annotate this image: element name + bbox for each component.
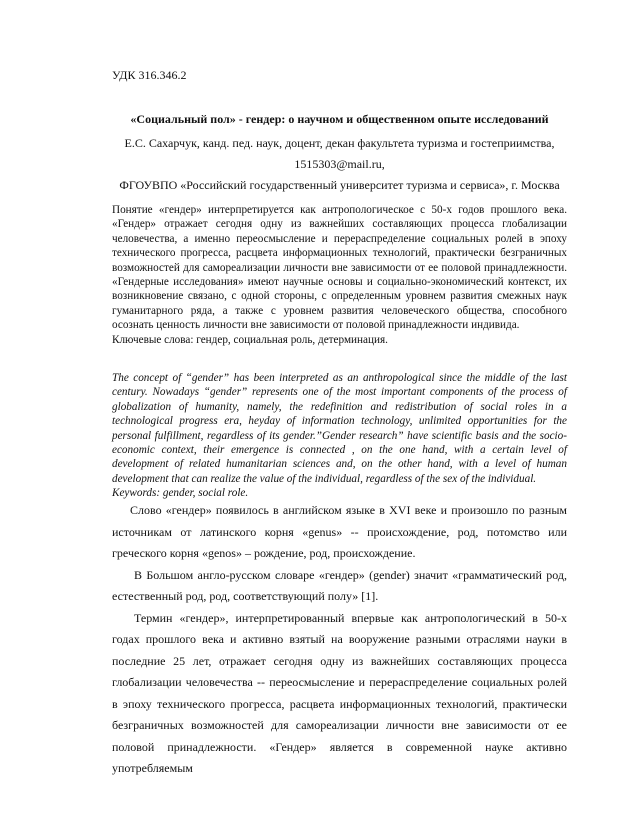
article-title: «Социальный пол» - гендер: о научном и общественном опыте исследований [130, 112, 549, 126]
body-paragraph-3: Термин «гендер», интерпретированный впервые как антропологический в 50-х годах прошлого века и активно взятый на вооружение разными отраслями науки в последние 25 лет, отражает сегодня одну из важнейших составляющих процесса глобализации человечества -- переосмысление и перераспределение социальных ролей в эпоху технического прогресса, расцвета информационных технологий, практически безграничных возможностей для самореализации личности вне зависимости от ее половой принадлежности. «Гендер» является в современной науке активно употребляемым [112, 610, 567, 775]
body-paragraph-2: В Большом англо-русском словаре «гендер» (gender) значит «грамматический род, естественный род, род, соответствующий полу» [1]. [112, 567, 567, 603]
udk-code: УДК 316.346.2 [112, 68, 187, 82]
abstract-russian [112, 203, 567, 347]
author-line: Е.С. Сахарчук, канд. пед. наук, доцент, декан факультета туризма и гостеприимства, [124, 136, 555, 150]
body-paragraph-1: Слово «гендер» появилось в английском языке в XVI веке и произошло по разным источникам от латинского корня «genus» -- происхождение, род, потомство или греческого корня «genos» – рождение, род, происхождение. [112, 503, 567, 560]
article-header [112, 112, 567, 196]
abstract-english [112, 371, 567, 501]
abstract-ru-text: Понятие «гендер» интерпретируется как антропологическое с 50-х годов прошлого века. «Гендер» отражает сегодня одну из важнейших составляющих процесса глобализации человечества, а именно переосмысление и перераспределение социальных ролей в эпоху технического прогресса, расцвета информационных технологий, практически безграничных возможностей для самореализации личности вне зависимости от ее половой принадлежности. «Гендерные исследования» имеют научные основы и социально-экономический контекст, их возникновение связано, с одной стороны, с определенным уровнем развития смежных наук гуманитарного ряда, а также с уровнем развития человеческого общества, способного осознать ценность личности вне зависимости от половой принадлежности индивида. [112, 204, 567, 332]
article-body [112, 500, 567, 780]
keywords-ru: Ключевые слова: гендер, социальная роль, детерминация. [112, 333, 388, 346]
author-affiliation: ФГОУВПО «Российский государственный университет туризма и сервиса», г. Москва [119, 178, 560, 192]
author-email: 1515303@mail.ru, [294, 157, 385, 171]
abstract-en-text: The concept of “gender” has been interpreted as an anthropological since the middle of the last century. Nowadays “gender” represents one of the most important components of the process of globalization of humanity, namely, the redefinition and redistribution of social roles in a technological progress era, heyday of information technology, unlimited opportunities for the personal fulfillment, regardless of its gender.”Gender research” have scientific basis and the socio-economic context, their emergence is connected , on the one hand, with a certain level of development of related humanitarian sciences and, on the other hand, with a level of human development that can realize the value of the individual, regardless of the sex of the individual. [112, 372, 567, 485]
keywords-en: Keywords: gender, social role. [112, 487, 249, 500]
